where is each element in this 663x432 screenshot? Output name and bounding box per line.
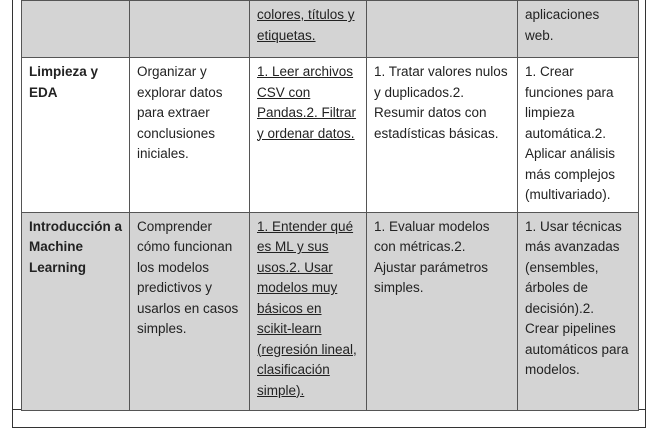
table-row xyxy=(22,58,639,213)
practice-cell xyxy=(250,58,367,213)
topic-cell: Introducción a Machine Learning xyxy=(22,212,130,410)
evaluation-cell: 1. Evaluar modelos con métricas.2. Ajustar parámetros simples. xyxy=(367,212,518,410)
objective-cell: Comprender cómo funcionan los modelos predictivos y usarlos en casos simples. xyxy=(130,212,250,410)
evaluation-cell xyxy=(367,1,518,58)
extension-cell: aplicaciones web. xyxy=(518,1,639,58)
practice-cell xyxy=(250,1,367,58)
practice-text: 1. Entender qué es ML y sus usos.2. Usar modelos muy básicos en scikit-learn (regresión lineal, clasificación simple). xyxy=(257,218,357,398)
table-row xyxy=(22,212,639,410)
practice-cell xyxy=(250,212,367,410)
table-row xyxy=(22,1,639,58)
objective-cell xyxy=(130,1,250,58)
practice-text: 1. Leer archivos CSV con Pandas.2. Filtrar y ordenar datos. xyxy=(257,64,357,141)
evaluation-cell: 1. Tratar valores nulos y duplicados.2. Resumir datos con estadísticas básicas. xyxy=(367,58,518,213)
practice-text: colores, títulos y etiquetas. xyxy=(257,7,355,43)
curriculum-table xyxy=(21,0,639,411)
topic-cell xyxy=(22,1,130,58)
topic-cell: Limpieza y EDA xyxy=(22,58,130,213)
objective-cell: Organizar y explorar datos para extraer conclusiones iniciales. xyxy=(130,58,250,213)
extension-cell: 1. Usar técnicas más avanzadas (ensembles, árboles de decisión).2. Crear pipelines automáticos para modelos. xyxy=(518,212,639,410)
extension-cell: 1. Crear funciones para limpieza automática.2. Aplicar análisis más complejos (multivariado). xyxy=(518,58,639,213)
